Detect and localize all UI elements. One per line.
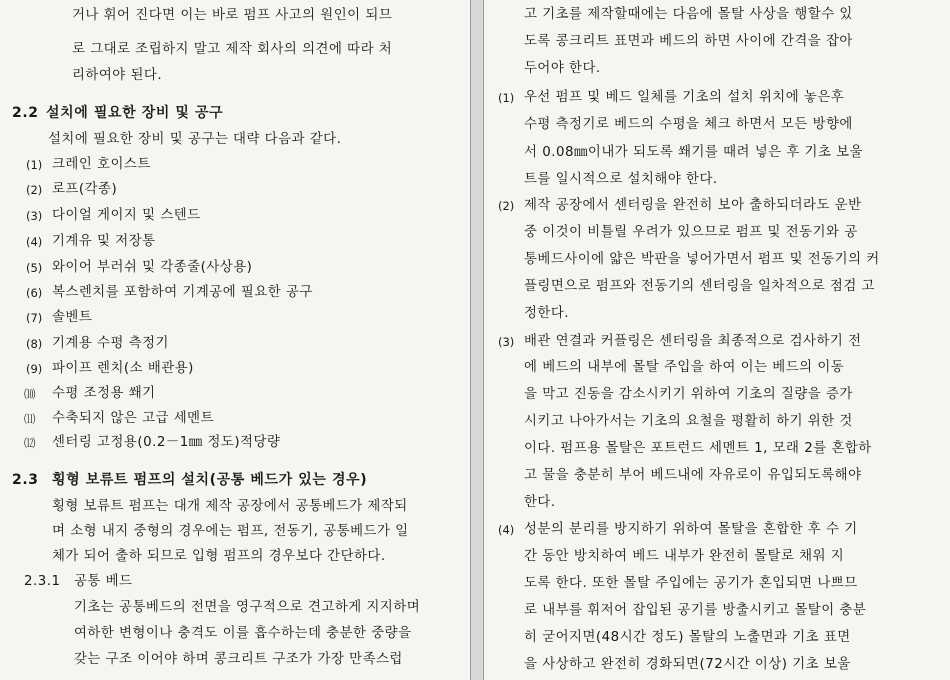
left-page: [0, 0, 471, 680]
text-line: 횡형 보류트 펌프는 대개 제작 공장에서 공통베드가 제작되: [52, 499, 408, 514]
text-line: 서 0.08㎜이내가 되도록 쐐기를 때려 넣은 후 기초 보울: [524, 145, 864, 160]
text-line: 두어야 한다.: [524, 61, 601, 76]
text-line: 도록 콩크리트 표면과 베드의 하면 사이에 간격을 잡아: [524, 34, 853, 49]
list-item: 기계유 및 저장통: [52, 234, 156, 249]
list-item: 파이프 렌치(소 배관용): [52, 361, 194, 376]
item-number: (1): [26, 158, 43, 172]
list-item: 와이어 부러쉬 및 각종줄(사상용): [52, 260, 253, 275]
text-line: 고 물을 충분히 부어 베드내에 자유로이 유입되도록해야: [524, 468, 862, 483]
text-line: 로 그대로 조립하지 말고 제작 회사의 의견에 따라 처: [72, 42, 393, 57]
paragraph-number: (2): [498, 199, 515, 213]
text-line: 거나 휘어 진다면 이는 바로 펌프 사고의 원인이 되므: [72, 8, 393, 23]
item-number: (3): [26, 209, 43, 223]
text-line: 히 굳어지면(48시간 정도) 몰탈의 노출면과 기초 표면: [524, 630, 851, 645]
section-intro: 설치에 필요한 장비 및 공구는 대략 다음과 같다.: [48, 132, 342, 147]
text-line: 시키고 나아가서는 기초의 요철을 평활히 하기 위한 것: [524, 414, 853, 429]
list-item: 로프(각종): [52, 182, 118, 197]
item-number: (4): [26, 235, 43, 249]
text-line: 간 동안 방치하여 베드 내부가 완전히 몰탈로 채워 지: [524, 549, 845, 564]
section-title: 횡형 보류트 펌프의 설치(공통 베드가 있는 경우): [52, 472, 368, 488]
item-number: (6): [26, 286, 43, 300]
text-line: 통베드사이에 얇은 박판을 넣어가면서 펌프 및 전동기의 커: [524, 252, 880, 267]
text-line: 수평 측정기로 베드의 수평을 체크 하면서 모든 방향에: [524, 117, 853, 132]
item-number: ⑽: [24, 387, 36, 401]
text-line: 플링면으로 펌프와 전동기의 센터링을 일차적으로 점검 고: [524, 279, 875, 294]
section-number: 2.3: [12, 472, 39, 488]
text-line: 갖는 구조 이어야 하며 콩크리트 구조가 가장 만족스럽: [74, 652, 403, 667]
list-item: 복스렌치를 포함하여 기계공에 필요한 공구: [52, 285, 313, 300]
text-line: 우선 펌프 및 베드 일체를 기초의 설치 위치에 놓은후: [524, 90, 845, 105]
text-line: 에 베드의 내부에 몰탈 주입을 하여 이는 베드의 이동: [524, 360, 845, 375]
paragraph-number: (1): [498, 91, 515, 105]
right-page: [483, 0, 950, 680]
text-line: 로 내부를 휘저어 잡입된 공기를 방출시키고 몰탈이 충분: [524, 603, 867, 618]
list-item: 기계용 수평 측정기: [52, 336, 169, 351]
list-item: 다이얼 게이지 및 스텐드: [52, 208, 201, 223]
list-item: 수평 조정용 쐐기: [52, 386, 156, 401]
text-line: 을 막고 진동을 감소시키기 위하여 기초의 질량을 증가: [524, 387, 853, 402]
text-line: 여하한 변형이나 충격도 이를 흡수하는데 충분한 중량을: [74, 626, 412, 641]
paragraph-number: (4): [498, 523, 515, 537]
text-line: 고 기초를 제작할때에는 다음에 몰탈 사상을 행할수 있: [524, 7, 853, 22]
text-line: 을 사상하고 완전히 경화되면(72시간 이상) 기초 보울: [524, 657, 851, 672]
text-line: 리하여야 된다.: [72, 68, 163, 83]
list-item: 센터링 고정용(0.2－1㎜ 정도)적당량: [52, 435, 281, 450]
text-line: 중 이것이 비틀릴 우려가 있으므로 펌프 및 전동기와 공: [524, 225, 858, 240]
text-line: 배관 연결과 커플링은 센터링을 최종적으로 검사하기 전: [524, 334, 862, 349]
item-number: (2): [26, 183, 43, 197]
text-line: 도록 한다. 또한 몰탈 주입에는 공기가 혼입되면 나쁘므: [524, 576, 858, 591]
subsection-title: 공통 베드: [74, 574, 133, 589]
text-line: 성분의 분리를 방지하기 위하여 몰탈을 혼합한 후 수 기: [524, 522, 858, 537]
section-title: 설치에 필요한 장비 및 공구: [46, 105, 224, 121]
list-item: 크레인 호이스트: [52, 157, 151, 172]
item-number: ⑿: [24, 436, 36, 450]
item-number: (5): [26, 261, 43, 275]
paragraph-number: (3): [498, 335, 515, 349]
item-number: ⑾: [24, 412, 36, 426]
item-number: (8): [26, 337, 43, 351]
list-item: 수축되지 않은 고급 세멘트: [52, 411, 215, 426]
text-line: 며 소형 내지 중형의 경우에는 펌프, 전동기, 공통베드가 일: [52, 524, 409, 539]
text-line: 이다. 펌프용 몰탈은 포트런드 세멘트 1, 모래 2를 혼합하: [524, 441, 872, 456]
subsection-number: 2.3.1: [24, 574, 61, 589]
text-line: 트를 일시적으로 설치해야 한다.: [524, 172, 718, 187]
section-number: 2.2: [12, 105, 39, 121]
text-line: 기초는 공통베드의 전면을 영구적으로 견고하게 지지하며: [74, 600, 421, 615]
text-line: 체가 되어 출하 되므로 입형 펌프의 경우보다 간단하다.: [52, 549, 386, 564]
item-number: (7): [26, 311, 43, 325]
list-item: 솔벤트: [52, 310, 93, 325]
text-line: 한다.: [524, 495, 556, 510]
item-number: (9): [26, 362, 43, 376]
text-line: 제작 공장에서 센터링을 완전히 보아 출하되더라도 운반: [524, 198, 862, 213]
text-line: 정한다.: [524, 306, 570, 321]
